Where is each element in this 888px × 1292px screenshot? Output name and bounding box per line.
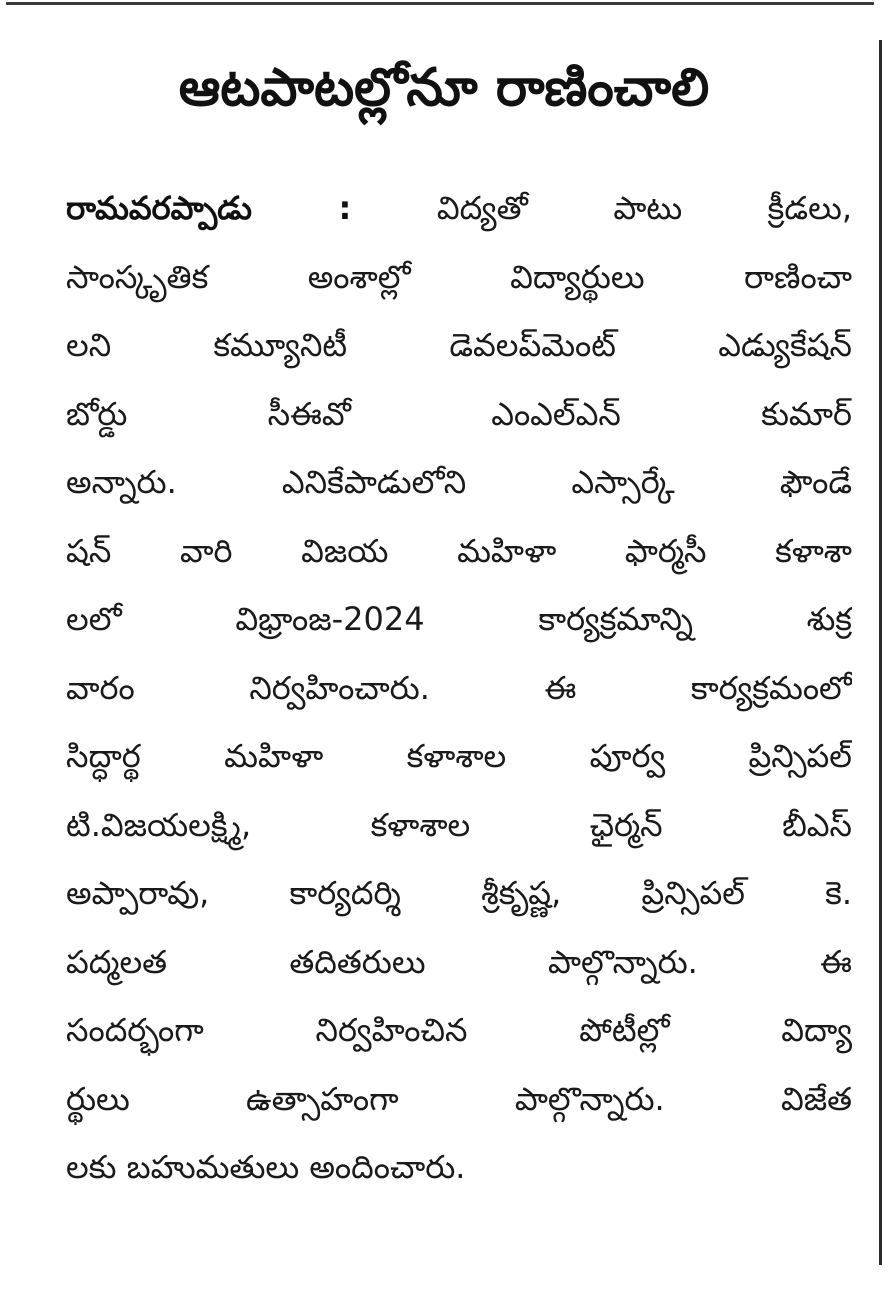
article-line: సిద్ధార్థ మహిళా కళాశాల పూర్వ ప్రిన్సిపల్	[66, 737, 852, 775]
top-rule	[6, 2, 874, 5]
headline: ఆటపాటల్లోనూ రాణించాలి	[178, 58, 710, 118]
article-line: ర్థులు ఉత్సాహంగా పాల్గొన్నారు. విజేత	[66, 1079, 852, 1118]
article-line: అప్పారావు, కార్యదర్శి శ్రీకృష్ణ, ప్రిన్సిపల్ కె.	[66, 874, 852, 912]
article-line: లని కమ్యూనిటీ డెవలప్‌మెంట్ ఎడ్యుకేషన్	[66, 326, 852, 364]
article-line: బోర్డు సీఈవో ఎంఎల్‌ఎన్ కుమార్	[66, 394, 852, 433]
article-line: పద్మలత తదితరులు పాల్గొన్నారు. ఈ	[66, 942, 852, 981]
article-text: విద్యతో పాటు క్రీడలు,	[436, 189, 852, 227]
article-line: లకు బహుమతులు అందించారు.	[66, 1148, 466, 1186]
article-line: వారం నిర్వహించారు. ఈ కార్యక్రమంలో	[66, 668, 852, 707]
column-rule	[879, 40, 882, 1265]
article-line: టి.విజయలక్ష్మి, కళాశాల ఛైర్మన్ బీఎస్	[66, 805, 852, 844]
article-line: అన్నారు. ఎనికేపాడులోని ఎస్సార్కే ఫౌండే	[66, 463, 852, 501]
article-line: సందర్భంగా నిర్వహించిన పోటీల్లో విద్యా	[66, 1011, 852, 1049]
article-line: షన్ వారి విజయ మహిళా ఫార్మసీ కళాశా	[66, 531, 852, 570]
article-line: లలో విభ్రాంజ-2024 కార్యక్రమాన్ని శుక్ర	[66, 600, 852, 638]
article-body	[66, 174, 852, 1202]
dateline: రామవరప్పాడు :	[66, 189, 352, 227]
article-line	[66, 174, 852, 243]
article-line: సాంస్కృతిక అంశాల్లో విద్యార్థులు రాణించా	[66, 257, 852, 296]
